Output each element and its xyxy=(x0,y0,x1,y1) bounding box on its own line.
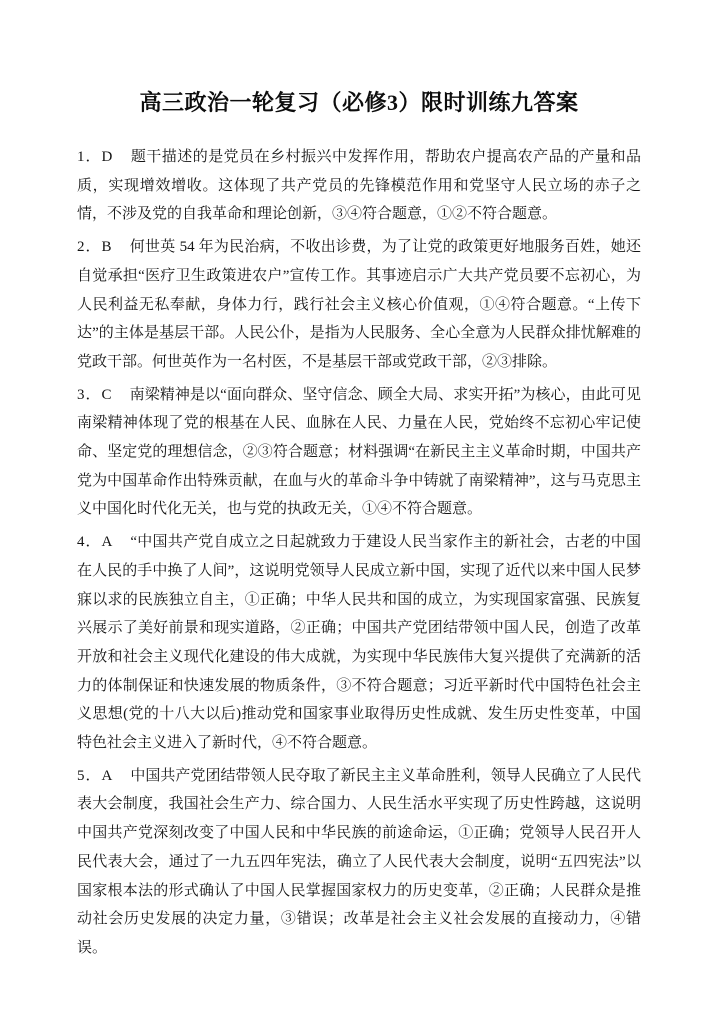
answer-label-5: 5．A xyxy=(77,767,114,784)
answer-paragraph-2 xyxy=(77,233,641,377)
answer-paragraph-1 xyxy=(77,143,641,229)
answer-paragraph-3 xyxy=(77,381,641,525)
answer-label-2: 2．B xyxy=(77,239,113,256)
answer-label-1: 1．D xyxy=(77,149,114,165)
answer-label-3: 3．C xyxy=(77,386,113,403)
answer-paragraph-4 xyxy=(77,528,641,758)
answer-text-3: 南梁精神是以“面向群众、坚守信念、顾全大局、求实开拓”为核心，由此可见南梁精神体现了党的根基在人民、血脉在人民、力量在人民，党始终不忘初心牢记使命、坚定党的理想信念，②③符合题意；材料强调“在新民主主义革命时期，中国共产党为中国革命作出特殊贡献，在血与火的革命斗争中铸就了南梁精神”，这与马克思主义中国化时代化无关，也与党的执政无关，①④不符合题意。 xyxy=(77,386,641,518)
answer-text-4: “中国共产党自成立之日起就致力于建设人民当家作主的新社会，古老的中国在人民的手中换了人间”，这说明党领导人民成立新中国，实现了近代以来中国人民梦寐以求的民族独立自主，①正确；中华人民共和国的成立，为实现国家富强、民族复兴展示了美好前景和现实道路，②正确；中国共产党团结带领中国人民，创造了改革开放和社会主义现代化建设的伟大成就，为实现中华民族伟大复兴提供了充满新的活力的体制保证和快速发展的物质条件，③不符合题意；习近平新时代中国特色社会主义思想(党的十八大以后)推动党和国家事业取得历史性成就、发生历史性变革，中国特色社会主义进入了新时代，④不符合题意。 xyxy=(77,534,641,752)
page-title: 高三政治一轮复习（必修3）限时训练九答案 xyxy=(139,90,579,115)
answer-label-4: 4．A xyxy=(77,534,114,551)
answer-text-1: 题干描述的是党员在乡村振兴中发挥作用，帮助农户提高农产品的产量和品质，实现增效增收。这体现了共产党员的先锋模范作用和党坚守人民立场的赤子之情，不涉及党的自我革命和理论创新，③④符合题意，①②不符合题意。 xyxy=(77,149,641,223)
answer-list xyxy=(77,143,641,963)
answer-text-5: 中国共产党团结带领人民夺取了新民主主义革命胜利，领导人民确立了人民代表大会制度，我国社会生产力、综合国力、人民生活水平实现了历史性跨越，这说明中国共产党深刻改变了中国人民和中华民族的前途命运，①正确；党领导人民召开人民代表大会，通过了一九五四年宪法，确立了人民代表大会制度，说明“五四宪法”以国家根本法的形式确认了中国人民掌握国家权力的历史变革，②正确；人民群众是推动社会历史发展的决定力量，③错误；改革是社会主义社会发展的直接动力，④错误。 xyxy=(77,767,641,956)
answer-paragraph-5 xyxy=(77,762,641,963)
answer-text-2: 何世英 54 年为民治病，不收出诊费，为了让党的政策更好地服务百姓，她还自觉承担“医疗卫生政策进农户”宣传工作。其事迹启示广大共产党员要不忘初心，为人民利益无私奉献，身体力行，践行社会主义核心价值观，①④符合题意。“上传下达”的主体是基层干部。人民公仆，是指为人民服务、全心全意为人民群众排忧解难的党政干部。何世英作为一名村医，不是基层干部或党政干部，②③排除。 xyxy=(77,239,641,370)
